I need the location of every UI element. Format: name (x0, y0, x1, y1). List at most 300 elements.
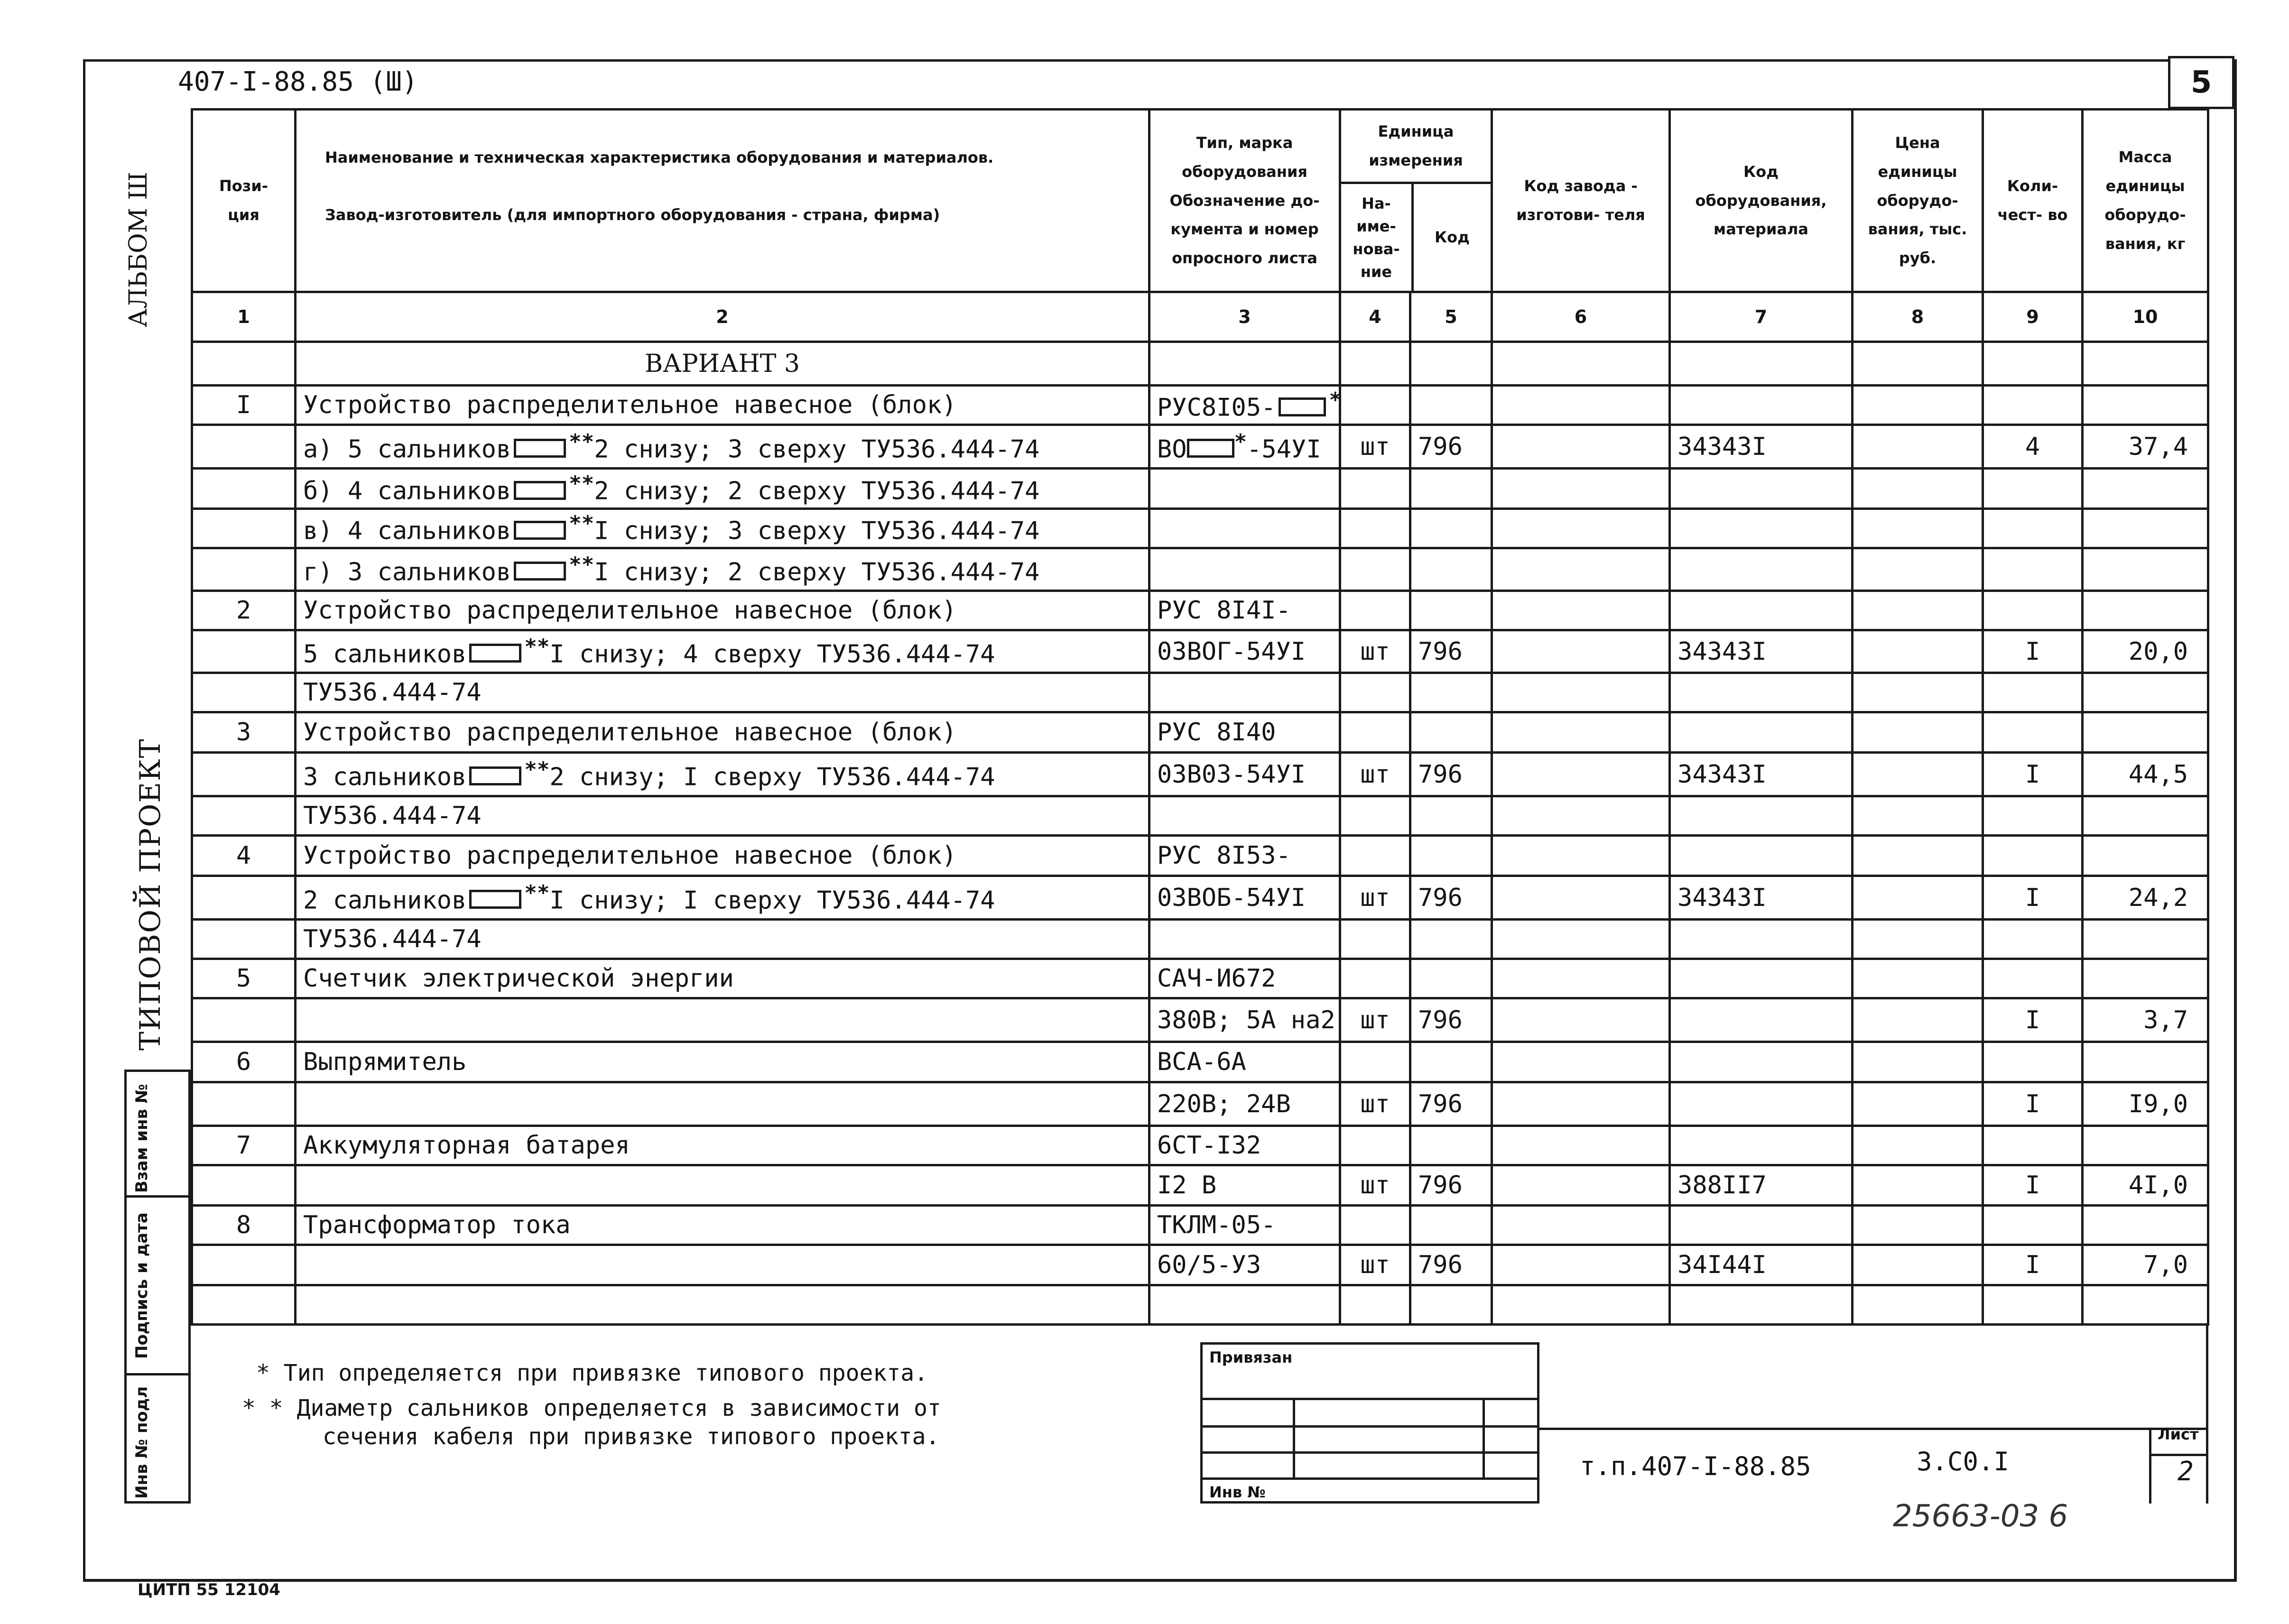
stamp-orig-label: Инв № подл (132, 1386, 151, 1499)
cell-position: 6 (192, 1042, 296, 1082)
col-price-header: Цена единицы оборудо- вания, тыс. руб. (1853, 110, 1983, 292)
cell-type (1149, 920, 1340, 959)
cell-position (192, 1082, 296, 1126)
cell-unit-code: 796 (1410, 1165, 1492, 1206)
header-row (192, 110, 2208, 292)
table-row (192, 1082, 2208, 1126)
note-gland-line2: сечения кабеля при привязке типового проекта. (323, 1423, 940, 1450)
cell-unit-name (1340, 386, 1410, 425)
cell-unit-name: шт (1340, 630, 1410, 673)
cell-plant-code (1492, 998, 1670, 1042)
cell-unit-code (1410, 1042, 1492, 1082)
table-row (192, 469, 2208, 509)
cell-unit-code (1410, 796, 1492, 836)
cell-name-prefix: б) 4 сальников (303, 477, 511, 506)
cell-position (192, 1245, 296, 1285)
cell-quantity: I (1983, 1245, 2083, 1285)
cell-mass (2083, 920, 2208, 959)
table-row (192, 1285, 2208, 1325)
cell-plant-code (1492, 630, 1670, 673)
cell-unit-code (1410, 1126, 1492, 1165)
cell-name (296, 1165, 1149, 1206)
cell-type: 220В; 24В (1149, 1082, 1340, 1126)
cell-quantity (1983, 591, 2083, 630)
cell-quantity (1983, 509, 2083, 548)
footnote-mark: ** (569, 471, 594, 496)
cell-mass (2083, 591, 2208, 630)
cell-quantity: 4 (1983, 425, 2083, 469)
cell-unit-code (1410, 469, 1492, 509)
type-box (1187, 439, 1234, 458)
cell-name-suffix: 2 снизу; 3 сверху ТУ536.444-74 (594, 435, 1040, 464)
cell-unit-name (1340, 469, 1410, 509)
cell-equipment-code (1670, 1126, 1853, 1165)
cell-unit-code (1410, 548, 1492, 591)
col-number-5: 5 (1410, 292, 1492, 342)
cell-equipment-code (1670, 836, 1853, 876)
cell-mass (2083, 1126, 2208, 1165)
cell-type (1149, 673, 1340, 712)
col-number-7: 7 (1670, 292, 1853, 342)
cell-equipment-code (1670, 959, 1853, 998)
gland-size-box (514, 481, 566, 500)
cell-mass: 44,5 (2083, 753, 2208, 796)
col-type-header: Тип, марка оборудования Обозначение до- кумента и номер опросного листа (1149, 110, 1340, 292)
table-row (192, 673, 2208, 712)
cell-name-prefix: а) 5 сальников (303, 435, 511, 464)
cell-equipment-code (1670, 509, 1853, 548)
cell-plant-code (1492, 712, 1670, 753)
col-number-1: 1 (192, 292, 296, 342)
cell-type: 03ВОБ-54УI (1149, 876, 1340, 920)
cell-equipment-code (1670, 712, 1853, 753)
cell-type: I2 В (1149, 1165, 1340, 1206)
cell-quantity (1983, 959, 2083, 998)
cell-mass: 20,0 (2083, 630, 2208, 673)
cell-plant-code (1492, 548, 1670, 591)
cell-name (296, 630, 1149, 673)
cell-unit-name (1340, 796, 1410, 836)
cell-unit-name (1340, 591, 1410, 630)
cell-price (1853, 1165, 1983, 1206)
cell-plant-code (1492, 836, 1670, 876)
cell-name-suffix: I снизу; 4 сверху ТУ536.444-74 (549, 640, 995, 669)
cell-type (1149, 469, 1340, 509)
table-row (192, 920, 2208, 959)
cell-price (1853, 876, 1983, 920)
cell-type: РУС 8I40 (1149, 712, 1340, 753)
cell-quantity (1983, 1126, 2083, 1165)
cell-mass: 7,0 (2083, 1245, 2208, 1285)
cell-price (1853, 1245, 1983, 1285)
specification-body (192, 342, 2208, 1325)
cell-type (1149, 425, 1340, 469)
cell-price (1853, 1206, 1983, 1245)
cell-mass: I9,0 (2083, 1082, 2208, 1126)
table-row (192, 1042, 2208, 1082)
cell-equipment-code (1670, 1082, 1853, 1126)
cell-unit-code (1410, 673, 1492, 712)
cell-price (1853, 548, 1983, 591)
table-row (192, 998, 2208, 1042)
cell-quantity (1983, 920, 2083, 959)
cell-name: Счетчик электрической энергии (296, 959, 1149, 998)
cell-equipment-code (1670, 1285, 1853, 1325)
cell-type (1149, 509, 1340, 548)
stamp-sign-label: Подпись и дата (132, 1212, 151, 1359)
cell-equipment-code (1670, 796, 1853, 836)
note-type: * Тип определяется при привязке типового проекта. (256, 1360, 928, 1386)
cell-price (1853, 753, 1983, 796)
footnote-mark: ** (569, 429, 594, 454)
cell-quantity: I (1983, 998, 2083, 1042)
cell-unit-name (1340, 920, 1410, 959)
cell-position (192, 998, 296, 1042)
cell-position: 2 (192, 591, 296, 630)
cell-unit-name (1340, 712, 1410, 753)
title-block-divider (2149, 1428, 2151, 1504)
footnote-mark: * (1234, 429, 1247, 454)
cell-position: 5 (192, 959, 296, 998)
col-number-6: 6 (1492, 292, 1670, 342)
table-row (192, 1245, 2208, 1285)
note-gland-line1: * * Диаметр сальников определяется в зависимости от (242, 1395, 941, 1421)
table-row (192, 959, 2208, 998)
col-position-header: Пози- ция (192, 110, 296, 292)
cell-type: 03ВОГ-54УI (1149, 630, 1340, 673)
cell-plant-code (1492, 425, 1670, 469)
stamp-inv-cell (124, 1070, 191, 1198)
cell-unit-name (1340, 1285, 1410, 1325)
cell-position: 7 (192, 1126, 296, 1165)
cell-price (1853, 1082, 1983, 1126)
cell-plant-code (1492, 1285, 1670, 1325)
cell-name (296, 425, 1149, 469)
cell-type: 6СТ-I32 (1149, 1126, 1340, 1165)
table-row (192, 836, 2208, 876)
cell-type-suffix: -54УI (1247, 435, 1321, 464)
cell-equipment-code: 34343I (1670, 876, 1853, 920)
footnote-mark: * (1329, 388, 1342, 413)
cell-price (1853, 796, 1983, 836)
cell-position (192, 876, 296, 920)
print-footer: ЦИТП 55 12104 (138, 1580, 280, 1599)
gland-size-box (514, 562, 566, 581)
cell-name (296, 753, 1149, 796)
cell-type-prefix: ВО (1157, 435, 1187, 464)
col-number-3: 3 (1149, 292, 1340, 342)
cell-price (1853, 836, 1983, 876)
cell-unit-name (1340, 509, 1410, 548)
col-equipment-code-header: Код оборудования, материала (1670, 110, 1853, 292)
cell-mass (2083, 796, 2208, 836)
cell-plant-code (1492, 920, 1670, 959)
gland-size-box (469, 890, 521, 909)
cell-unit-code (1410, 959, 1492, 998)
cell-price (1853, 712, 1983, 753)
gland-size-box (469, 644, 521, 663)
cell-unit-name: шт (1340, 1082, 1410, 1126)
table-row (192, 876, 2208, 920)
cell-name-suffix: 2 снизу; I сверху ТУ536.444-74 (549, 763, 995, 792)
cell-name: Трансформатор тока (296, 1206, 1149, 1245)
cell-plant-code (1492, 386, 1670, 425)
cell-quantity (1983, 796, 2083, 836)
cell-quantity (1983, 1206, 2083, 1245)
cell-type (1149, 548, 1340, 591)
cell-unit-name: шт (1340, 998, 1410, 1042)
cell-unit-name: шт (1340, 425, 1410, 469)
cell-equipment-code (1670, 920, 1853, 959)
cell-unit-name: шт (1340, 753, 1410, 796)
frame-top-line (83, 59, 2168, 62)
cell-quantity: I (1983, 753, 2083, 796)
cell-price (1853, 630, 1983, 673)
cell-mass: 37,4 (2083, 425, 2208, 469)
cell-position (192, 425, 296, 469)
table-row (192, 1126, 2208, 1165)
cell-equipment-code (1670, 386, 1853, 425)
col-unit-name-header: На- име- нова- ние (1341, 184, 1414, 291)
cell-equipment-code: 34I44I (1670, 1245, 1853, 1285)
col-name-header (296, 110, 1149, 292)
cell-type: САЧ-И672 (1149, 959, 1340, 998)
cell-mass: 4I,0 (2083, 1165, 2208, 1206)
col-mass-header: Масса единицы оборудо- вания, кг (2083, 110, 2208, 292)
cell-position (192, 630, 296, 673)
col-unit-title: Единица измерения (1341, 111, 1491, 184)
cell-name (296, 548, 1149, 591)
cell-quantity (1983, 469, 2083, 509)
col-number-4: 4 (1340, 292, 1410, 342)
col-name-header-line1: Наименование и техническая характеристика оборудования и материалов. (325, 148, 994, 167)
cell-name: ТУ536.444-74 (296, 920, 1149, 959)
cell-mass (2083, 509, 2208, 548)
cell-price (1853, 1042, 1983, 1082)
cell-type: 380В; 5А на2 (1149, 998, 1340, 1042)
notes (242, 1359, 941, 1451)
cell-equipment-code: 34343I (1670, 425, 1853, 469)
table-row (192, 753, 2208, 796)
cell-equipment-code (1670, 1206, 1853, 1245)
binding-inv-label: Инв № (1209, 1483, 1266, 1501)
cell-mass: 24,2 (2083, 876, 2208, 920)
cell-name-prefix: г) 3 сальников (303, 558, 511, 587)
cell-position: 4 (192, 836, 296, 876)
doc-code: 407-I-88.85 (Ш) (178, 66, 418, 97)
cell-mass (2083, 836, 2208, 876)
cell-name-suffix: I снизу; I сверху ТУ536.444-74 (549, 886, 995, 915)
document-code: 3.С0.I (1917, 1447, 2010, 1476)
cell-price (1853, 509, 1983, 548)
cell-position: I (192, 386, 296, 425)
cell-quantity (1983, 548, 2083, 591)
footnote-mark: ** (569, 511, 594, 536)
cell-name (296, 998, 1149, 1042)
cell-price (1853, 1285, 1983, 1325)
cell-name: Устройство распределительное навесное (блок) (296, 591, 1149, 630)
table-row (192, 425, 2208, 469)
cell-equipment-code (1670, 673, 1853, 712)
cell-plant-code (1492, 1206, 1670, 1245)
col-quantity-header: Коли- чест- во (1983, 110, 2083, 292)
cell-name: Устройство распределительное навесное (блок) (296, 836, 1149, 876)
cell-plant-code (1492, 509, 1670, 548)
cell-plant-code (1492, 591, 1670, 630)
cell-price (1853, 386, 1983, 425)
cell-name (296, 1285, 1149, 1325)
cell-name-suffix: I снизу; 2 сверху ТУ536.444-74 (594, 558, 1040, 587)
cell-unit-code: 796 (1410, 998, 1492, 1042)
cell-unit-name (1340, 959, 1410, 998)
table-row (192, 1165, 2208, 1206)
cell-mass (2083, 469, 2208, 509)
cell-name: Устройство распределительное навесное (блок) (296, 712, 1149, 753)
cell-plant-code (1492, 1245, 1670, 1285)
cell-unit-code: 796 (1410, 876, 1492, 920)
table-row (192, 796, 2208, 836)
cell-name (296, 1245, 1149, 1285)
cell-quantity: I (1983, 876, 2083, 920)
cell-name-prefix: в) 4 сальников (303, 517, 511, 545)
sheet-page: 2 (2178, 1456, 2194, 1487)
binding-stamp (1200, 1342, 1539, 1504)
cell-equipment-code (1670, 591, 1853, 630)
cell-mass (2083, 1206, 2208, 1245)
col-number-9: 9 (1983, 292, 2083, 342)
col-number-10: 10 (2083, 292, 2208, 342)
cell-unit-name (1340, 673, 1410, 712)
cell-plant-code (1492, 876, 1670, 920)
cell-unit-name (1340, 1206, 1410, 1245)
cell-unit-code (1410, 836, 1492, 876)
col-unit-code-header: Код (1435, 228, 1470, 247)
project-label: ТИПОВОЙ ПРОЕКТ (134, 738, 167, 1051)
cell-position (192, 509, 296, 548)
cell-name: ТУ536.444-74 (296, 673, 1149, 712)
sheet-label: Лист (2158, 1425, 2199, 1443)
col-unit-header (1340, 110, 1492, 292)
cell-equipment-code (1670, 548, 1853, 591)
cell-quantity (1983, 836, 2083, 876)
title-block-top (1539, 1428, 2208, 1430)
cell-equipment-code: 34343I (1670, 753, 1853, 796)
cell-unit-code: 796 (1410, 630, 1492, 673)
specification-table (191, 108, 2209, 1326)
album-label: АЛЬБОМ Ш (124, 172, 153, 327)
cell-unit-name (1340, 1126, 1410, 1165)
table-row (192, 630, 2208, 673)
col-number-8: 8 (1853, 292, 1983, 342)
cell-price (1853, 1126, 1983, 1165)
footnote-mark: ** (524, 880, 550, 905)
cell-mass (2083, 1042, 2208, 1082)
cell-type: ВСА-6А (1149, 1042, 1340, 1082)
variant-row (192, 342, 2208, 386)
cell-mass (2083, 548, 2208, 591)
cell-plant-code (1492, 1126, 1670, 1165)
table-row (192, 548, 2208, 591)
col-number-2: 2 (296, 292, 1149, 342)
cell-unit-code: 796 (1410, 425, 1492, 469)
cell-name (296, 1082, 1149, 1126)
cell-plant-code (1492, 796, 1670, 836)
binding-title: Привязан (1209, 1348, 1293, 1366)
cell-quantity (1983, 712, 2083, 753)
cell-unit-code: 796 (1410, 753, 1492, 796)
cell-plant-code (1492, 959, 1670, 998)
table-row (192, 1206, 2208, 1245)
cell-position (192, 548, 296, 591)
cell-price (1853, 673, 1983, 712)
cell-unit-code (1410, 386, 1492, 425)
cell-price (1853, 425, 1983, 469)
cell-quantity: I (1983, 1165, 2083, 1206)
cell-quantity (1983, 1042, 2083, 1082)
cell-type (1149, 1285, 1340, 1325)
cell-unit-code (1410, 591, 1492, 630)
cell-plant-code (1492, 469, 1670, 509)
cell-type: РУС 8I4I- (1149, 591, 1340, 630)
cell-quantity (1983, 673, 2083, 712)
cell-unit-code: 796 (1410, 1082, 1492, 1126)
cell-name: Выпрямитель (296, 1042, 1149, 1082)
cell-unit-name: шт (1340, 1245, 1410, 1285)
cell-unit-code (1410, 920, 1492, 959)
cell-type-text: РУС8I05- (1157, 393, 1276, 422)
cell-quantity (1983, 1285, 2083, 1325)
cell-price (1853, 469, 1983, 509)
cell-quantity (1983, 386, 2083, 425)
cell-name (296, 469, 1149, 509)
cell-plant-code (1492, 673, 1670, 712)
cell-unit-code (1410, 1206, 1492, 1245)
cell-name (296, 509, 1149, 548)
stamp-sign-cell (124, 1195, 191, 1375)
cell-name: Устройство распределительное навесное (блок) (296, 386, 1149, 425)
cell-name-prefix: 3 сальников (303, 763, 467, 792)
cell-plant-code (1492, 1042, 1670, 1082)
cell-position: 8 (192, 1206, 296, 1245)
cell-plant-code (1492, 1082, 1670, 1126)
cell-plant-code (1492, 753, 1670, 796)
cell-unit-name (1340, 836, 1410, 876)
cell-type: РУС 8I53- (1149, 836, 1340, 876)
table-row (192, 386, 2208, 425)
cell-position (192, 1285, 296, 1325)
gland-size-box (469, 766, 521, 785)
cell-name-suffix: 2 снизу; 2 сверху ТУ536.444-74 (594, 477, 1040, 506)
project-code: т.п.407-I-88.85 (1580, 1451, 1811, 1481)
cell-plant-code (1492, 1165, 1670, 1206)
cell-position: 3 (192, 712, 296, 753)
handwritten-number: 25663-03 6 (1893, 1499, 2068, 1534)
footnote-mark: ** (569, 552, 594, 577)
cell-mass (2083, 386, 2208, 425)
cell-name: ТУ536.444-74 (296, 796, 1149, 836)
cell-price (1853, 998, 1983, 1042)
cell-type: 60/5-У3 (1149, 1245, 1340, 1285)
cell-price (1853, 591, 1983, 630)
cell-equipment-code (1670, 998, 1853, 1042)
cell-name (296, 876, 1149, 920)
cell-type: ТКЛМ-05- (1149, 1206, 1340, 1245)
cell-unit-code (1410, 1285, 1492, 1325)
cell-position (192, 469, 296, 509)
cell-type: 03В03-54УI (1149, 753, 1340, 796)
stamp-inv-label: Взам инв № (132, 1084, 151, 1193)
cell-equipment-code (1670, 469, 1853, 509)
